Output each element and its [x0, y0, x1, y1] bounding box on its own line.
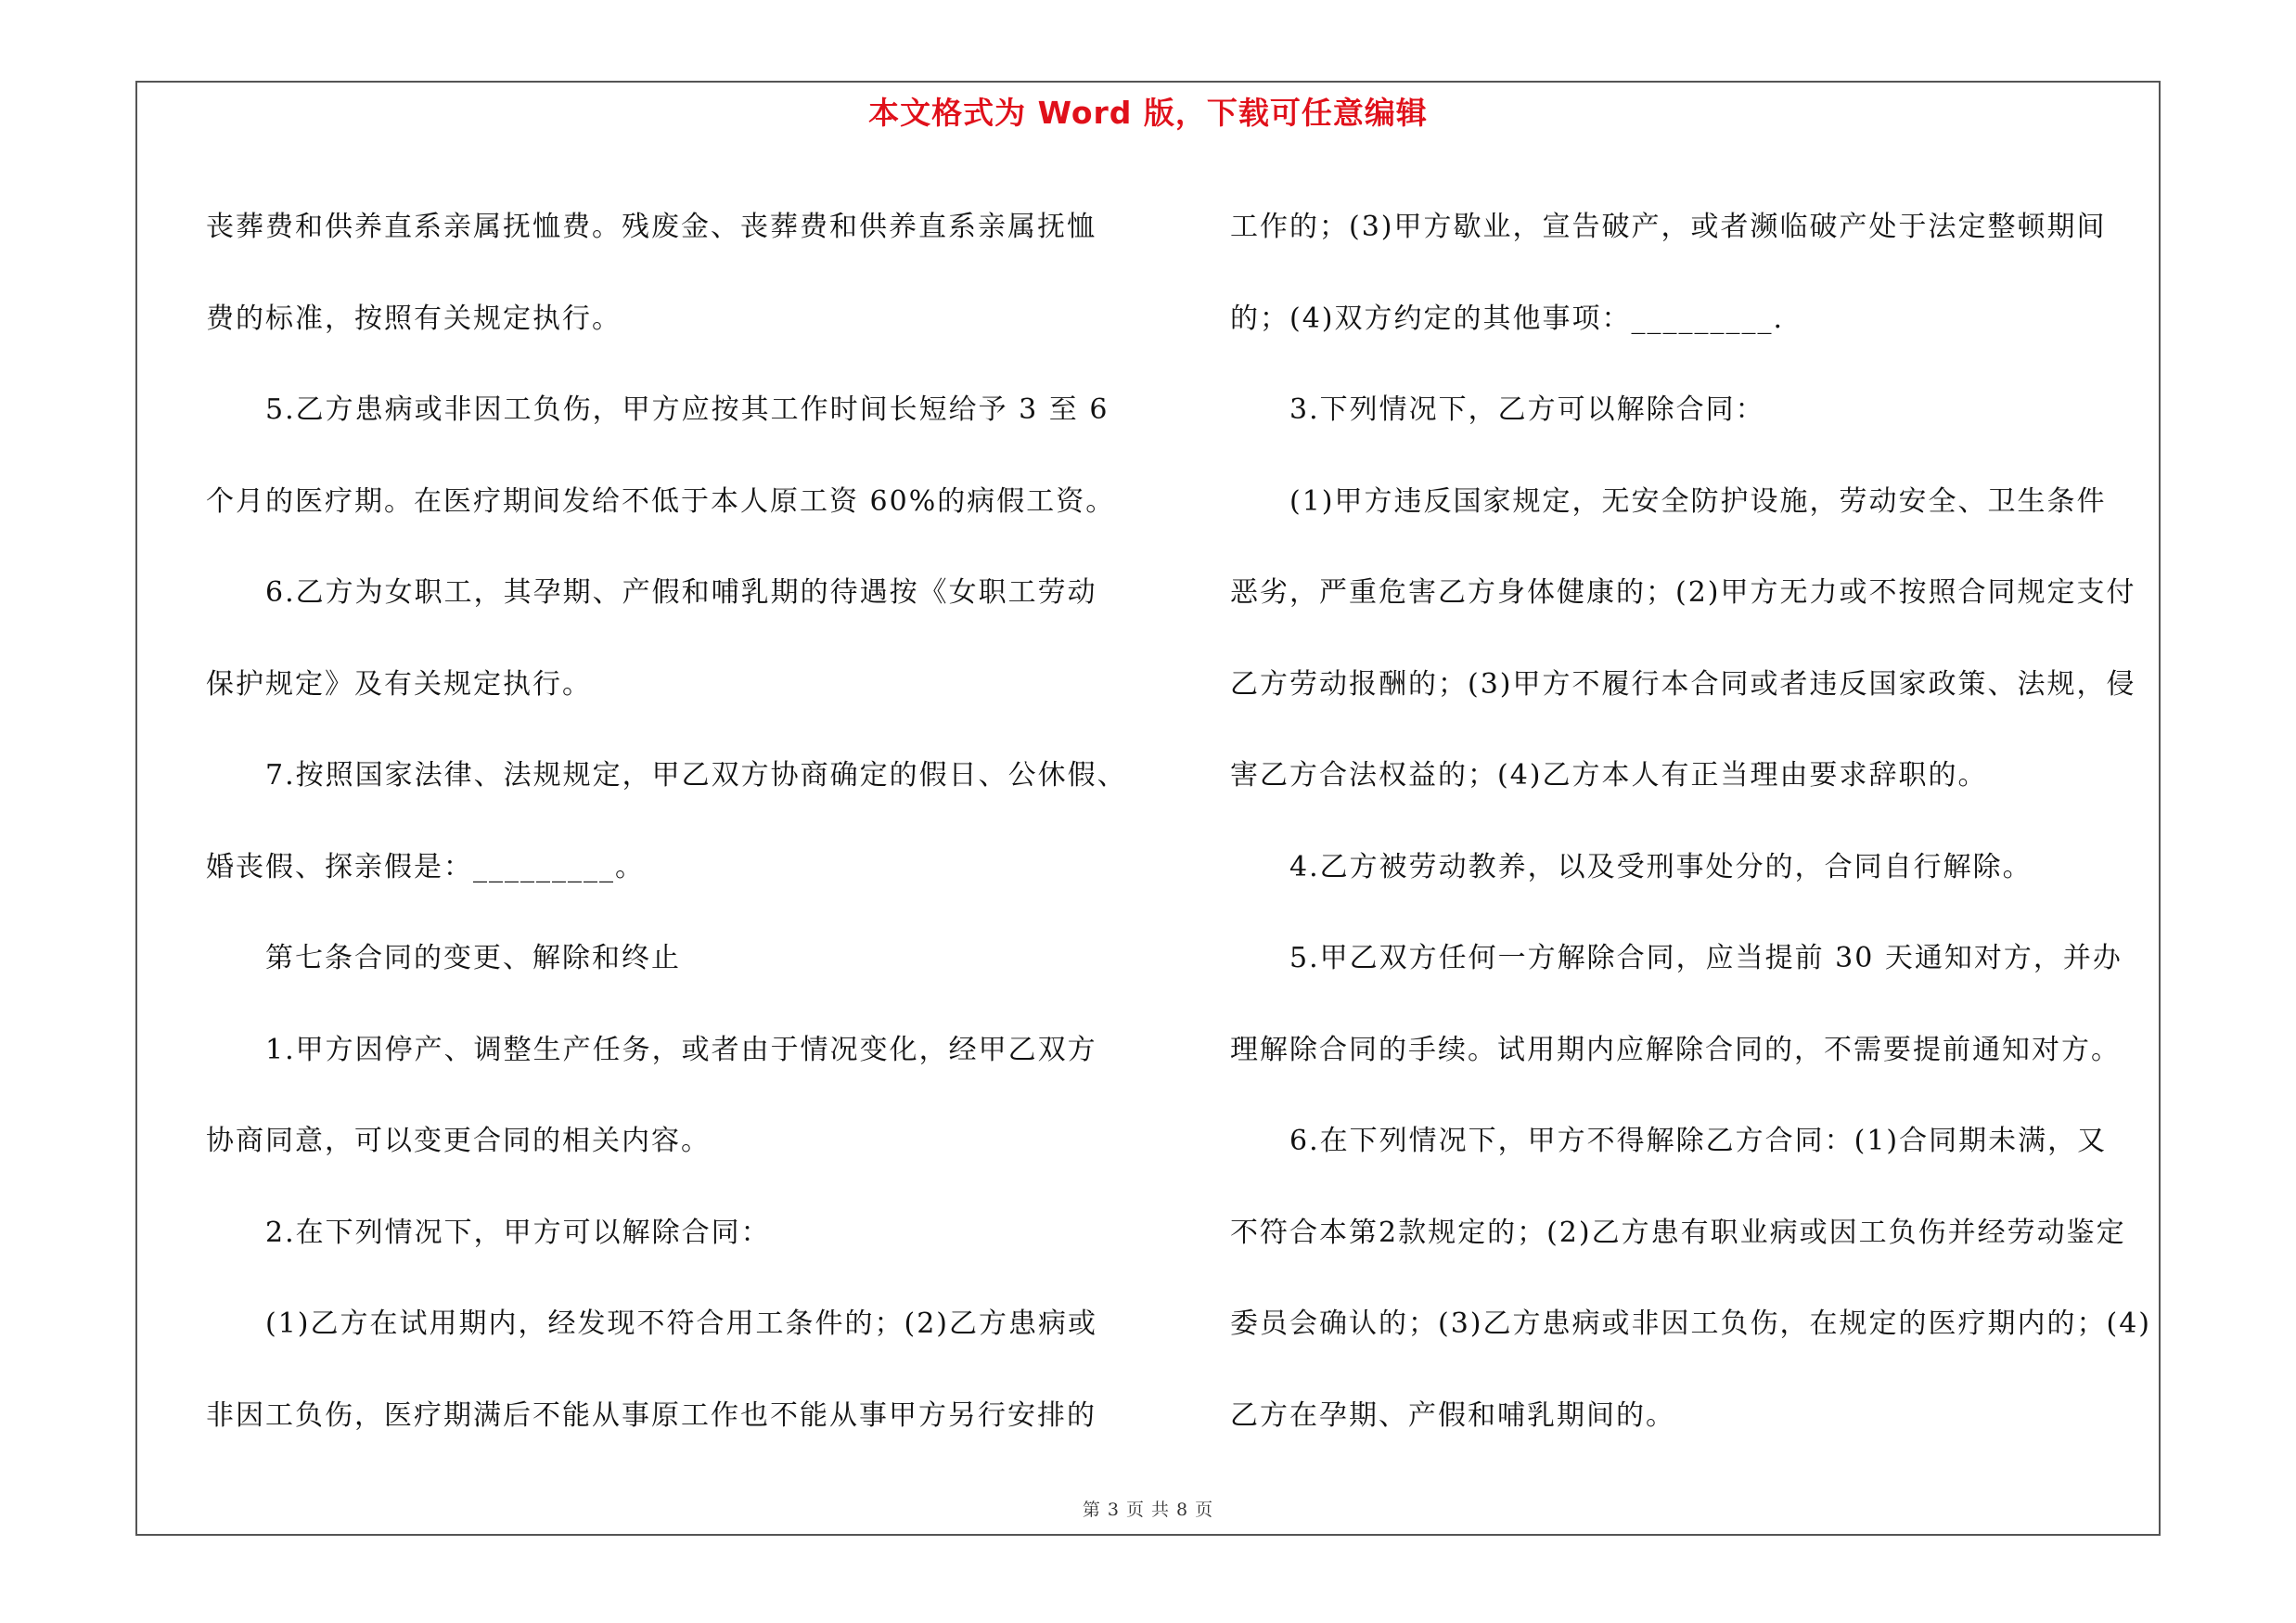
left-column — [206, 182, 1134, 1462]
text-line: 丧葬费和供养直系亲属抚恤费。残废金、丧葬费和供养直系亲属抚恤 — [206, 211, 1097, 243]
text-line: 5.乙方患病或非因工负伤，甲方应按其工作时间长短给予 3 至 6 — [265, 393, 1110, 426]
text-line: 委员会确认的；(3)乙方患病或非因工负伤，在规定的医疗期内的；(4) — [1230, 1307, 2151, 1340]
text-line: (1)甲方违反国家规定，无安全防护设施，劳动安全、卫生条件 — [1289, 484, 2107, 518]
text-line: 乙方劳动报酬的；(3)甲方不履行本合同或者违反国家政策、法规，侵 — [1230, 667, 2136, 701]
text-line: 保护规定》及有关规定执行。 — [206, 667, 592, 701]
text-line: 3.下列情况下，乙方可以解除合同： — [1289, 393, 1765, 426]
text-line: 的；(4)双方约定的其他事项：_________. — [1230, 302, 1785, 335]
text-line: 非因工负伤，医疗期满后不能从事原工作也不能从事甲方另行安排的 — [206, 1398, 1097, 1432]
text-line: 害乙方合法权益的；(4)乙方本人有正当理由要求辞职的。 — [1230, 759, 1988, 792]
text-line: 恶劣，严重危害乙方身体健康的；(2)甲方无力或不按照合同规定支付 — [1230, 576, 2136, 609]
text-line: 协商同意，可以变更合同的相关内容。 — [206, 1125, 711, 1157]
text-line: 1.甲方因停产、调整生产任务，或者由于情况变化，经甲乙双方 — [265, 1033, 1097, 1066]
text-line: 乙方在孕期、产假和哺乳期间的。 — [1230, 1398, 1675, 1432]
text-line: 2.在下列情况下，甲方可以解除合同： — [265, 1216, 771, 1249]
right-column — [1230, 182, 2176, 1462]
text-line: 婚丧假、探亲假是：_________。 — [206, 850, 645, 883]
text-line: 4.乙方被劳动教养，以及受刑事处分的，合同自行解除。 — [1289, 850, 2033, 883]
header-banner: 本文格式为 Word 版，下载可任意编辑 — [868, 95, 1428, 131]
text-line: (1)乙方在试用期内，经发现不符合用工条件的；(2)乙方患病或 — [265, 1307, 1097, 1340]
text-line: 工作的；(3)甲方歇业，宣告破产，或者濒临破产处于法定整顿期间 — [1230, 211, 2107, 243]
text-line: 费的标准，按照有关规定执行。 — [206, 302, 622, 335]
text-line: 7.按照国家法律、法规规定，甲乙双方协商确定的假日、公休假、 — [265, 759, 1127, 792]
text-line: 5.甲乙双方任何一方解除合同，应当提前 30 天通知对方，并办 — [1289, 942, 2123, 974]
text-line: 6.在下列情况下，甲方不得解除乙方合同：(1)合同期未满，又 — [1289, 1125, 2108, 1157]
text-line: 理解除合同的手续。试用期内应解除合同的，不需要提前通知对方。 — [1230, 1033, 2121, 1066]
text-line: 6.乙方为女职工，其孕期、产假和哺乳期的待遇按《女职工劳动 — [265, 576, 1097, 609]
text-line: 不符合本第2款规定的；(2)乙方患有职业病或因工负伤并经劳动鉴定 — [1230, 1216, 2126, 1249]
text-line: 第七条合同的变更、解除和终止 — [265, 942, 681, 974]
text-line: 个月的医疗期。在医疗期间发给不低于本人原工资 60%的病假工资。 — [206, 484, 1116, 518]
page-indicator: 第 3 页 共 8 页 — [1082, 1500, 1214, 1520]
